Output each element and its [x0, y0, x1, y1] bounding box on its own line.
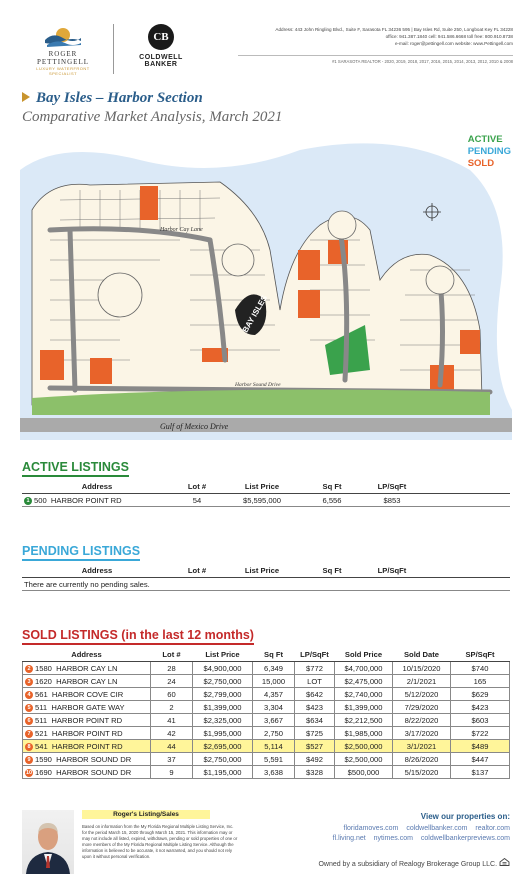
- col-spacer: [422, 480, 510, 494]
- table-row: [23, 662, 510, 675]
- sp-sqft-cell: $740: [451, 662, 510, 675]
- sold-date-cell: 10/15/2020: [393, 662, 451, 675]
- link-cbpreviews[interactable]: coldwellbankerpreviews.com: [420, 835, 510, 842]
- address-cell: [23, 766, 151, 779]
- pending-listings-section: [22, 542, 510, 591]
- pending-listings-title: PENDING LISTINGS: [22, 544, 140, 561]
- street-number: 511: [35, 702, 48, 712]
- header-rule: [238, 55, 513, 56]
- active-listings-table: [22, 480, 510, 507]
- page-title-text: Bay Isles – Harbor Section: [36, 90, 203, 106]
- sold-price-cell: $2,500,000: [335, 740, 393, 753]
- address-cell: [23, 740, 151, 753]
- sold-price-cell: $4,700,000: [335, 662, 393, 675]
- sqft-cell: 5,114: [253, 740, 295, 753]
- link-floridamoves[interactable]: floridamoves.com: [343, 825, 399, 832]
- address-cell: [23, 701, 151, 714]
- sold-listings-title: SOLD LISTINGS (in the last 12 months): [22, 628, 254, 645]
- agent-label: Roger's Listing/Sales: [82, 810, 210, 819]
- street-number: 561: [35, 689, 48, 699]
- street-number: 541: [35, 741, 48, 751]
- page-footer: [22, 806, 510, 878]
- col-list-price: List Price: [193, 648, 253, 662]
- links-row-2: [327, 834, 510, 844]
- page-subtitle: Comparative Market Analysis, March 2021: [22, 109, 283, 125]
- address-line: Address: 443 John Ringling Blvd., Suite F, Sarasota FL 34236 595 | Bay Isles Rd, Suite 250, Longboat Key FL 34228: [275, 27, 513, 32]
- sp-sqft-cell: $489: [451, 740, 510, 753]
- street-name: HARBOR POINT RD: [51, 728, 123, 738]
- neighborhood-map: [20, 130, 512, 440]
- table-header-row: [22, 564, 510, 578]
- sqft-cell: 6,349: [253, 662, 295, 675]
- triangle-bullet-icon: [22, 92, 30, 102]
- ownership-text: Owned by a subsidiary of Realogy Brokerage Group LLC.: [318, 861, 498, 868]
- legend-active: ACTIVE: [467, 134, 503, 145]
- col-address: Address: [22, 564, 172, 578]
- sold-date-cell: 7/29/2020: [393, 701, 451, 714]
- marker-badge: 10: [25, 769, 33, 776]
- links-row-1: [327, 824, 510, 834]
- lot-cell: 2: [151, 701, 193, 714]
- marker-badge: 6: [25, 717, 33, 725]
- sp-sqft-cell: $423: [451, 701, 510, 714]
- lot-cell: 41: [151, 714, 193, 727]
- sold-table-body: [23, 662, 510, 779]
- street-name: HARBOR COVE CIR: [51, 689, 124, 699]
- street-number: 521: [35, 728, 48, 738]
- list-price-cell: $4,900,000: [193, 662, 253, 675]
- list-price-cell: $2,750,000: [193, 753, 253, 766]
- link-nytimes[interactable]: nytimes.com: [373, 835, 413, 842]
- table-row: [23, 727, 510, 740]
- page-title: [22, 90, 282, 107]
- street-number: 500: [34, 495, 47, 505]
- sp-sqft-cell: $629: [451, 688, 510, 701]
- address-cell: [22, 494, 172, 507]
- link-realtor[interactable]: realtor.com: [475, 825, 510, 832]
- col-lp-sqft: LP/SqFt: [362, 480, 422, 494]
- col-lot: Lot #: [172, 480, 222, 494]
- table-row: [22, 578, 510, 591]
- list-price-cell: $2,695,000: [193, 740, 253, 753]
- marker-badge: 7: [25, 730, 33, 738]
- page-header: [0, 22, 531, 82]
- col-sqft: Sq Ft: [253, 648, 295, 662]
- marker-badge: 3: [25, 678, 33, 686]
- sold-date-cell: 8/26/2020: [393, 753, 451, 766]
- table-header-row: [22, 480, 510, 494]
- sp-sqft-cell: 165: [451, 675, 510, 688]
- table-row: [23, 701, 510, 714]
- marker-badge: 2: [25, 665, 33, 673]
- sold-price-cell: $2,500,000: [335, 753, 393, 766]
- list-price-cell: $1,399,000: [193, 701, 253, 714]
- table-row: [23, 753, 510, 766]
- street-name: HARBOR POINT RD: [51, 741, 123, 751]
- marker-badge: 5: [25, 704, 33, 712]
- marker-badge: 8: [25, 743, 33, 751]
- col-lp-sqft: LP/SqFt: [295, 648, 335, 662]
- map-label-gulf-drive: Gulf of Mexico Drive: [160, 422, 229, 431]
- brokerage-name: COLDWELL BANKER: [139, 54, 183, 68]
- sold-price-cell: $2,740,000: [335, 688, 393, 701]
- sold-date-cell: 3/17/2020: [393, 727, 451, 740]
- view-properties: [327, 812, 510, 844]
- roger-pettingell-logo: [22, 26, 104, 76]
- col-address: Address: [22, 480, 172, 494]
- sold-date-cell: 3/1/2021: [393, 740, 451, 753]
- sqft-cell: 6,556: [302, 494, 362, 507]
- col-spacer: [422, 564, 510, 578]
- sqft-cell: 15,000: [253, 675, 295, 688]
- lp-sqft-cell: $634: [295, 714, 335, 727]
- lot-cell: 44: [151, 740, 193, 753]
- street-number: 1620: [35, 676, 52, 686]
- lot-cell: 37: [151, 753, 193, 766]
- lp-sqft-cell: $642: [295, 688, 335, 701]
- list-price-cell: $2,325,000: [193, 714, 253, 727]
- lp-sqft-cell: $527: [295, 740, 335, 753]
- sqft-cell: 3,638: [253, 766, 295, 779]
- price-cell: $5,595,000: [222, 494, 302, 507]
- link-flliving[interactable]: fl.living.net: [332, 835, 366, 842]
- marker-badge: 4: [25, 691, 33, 699]
- legend-sold: SOLD: [467, 158, 495, 169]
- legend-pending: PENDING: [467, 146, 511, 157]
- col-sp-sqft: SP/SqFt: [451, 648, 510, 662]
- sold-date-cell: 8/22/2020: [393, 714, 451, 727]
- phone-line: office: 941.387.1840 cell: 941.586.6668 toll free: 800.910.8738: [385, 34, 513, 39]
- sold-price-cell: $1,985,000: [335, 727, 393, 740]
- col-sold-price: Sold Price: [335, 648, 393, 662]
- address-cell: [23, 727, 151, 740]
- lp-sqft-cell: $423: [295, 701, 335, 714]
- sold-price-cell: $1,399,000: [335, 701, 393, 714]
- sold-price-cell: $2,475,000: [335, 675, 393, 688]
- table-row: [22, 494, 510, 507]
- address-cell: [23, 714, 151, 727]
- agent-tagline: LUXURY WATERFRONT SPECIALIST: [36, 66, 90, 76]
- ownership-notice: [318, 858, 510, 868]
- marker-badge: 1: [24, 497, 32, 505]
- sold-date-cell: 2/1/2021: [393, 675, 451, 688]
- awards-line: #1 SARASOTA REALTOR - 2020, 2019, 2018, 2017, 2016, 2015, 2014, 2013, 2012, 2010 & 2008: [332, 59, 513, 64]
- marker-badge: 9: [25, 756, 33, 764]
- street-name: HARBOR POINT RD: [51, 715, 123, 725]
- sold-date-cell: 5/15/2020: [393, 766, 451, 779]
- sold-price-cell: $500,000: [335, 766, 393, 779]
- street-number: 1590: [35, 754, 52, 764]
- contact-block: [275, 26, 513, 47]
- list-price-cell: $2,799,000: [193, 688, 253, 701]
- sp-sqft-cell: $447: [451, 753, 510, 766]
- table-row: [23, 675, 510, 688]
- link-coldwellbanker[interactable]: coldwellbanker.com: [406, 825, 468, 832]
- street-name: HARBOR SOUND DR: [56, 767, 132, 777]
- sold-listings-section: [22, 626, 510, 779]
- empty-message: There are currently no pending sales.: [22, 578, 510, 591]
- map-label-harbor-sound: Harbor Sound Drive: [235, 382, 281, 388]
- lot-cell: 42: [151, 727, 193, 740]
- col-sqft: Sq Ft: [302, 564, 362, 578]
- street-number: 511: [35, 715, 48, 725]
- lp-sqft-cell: $772: [295, 662, 335, 675]
- logo-divider: [113, 24, 114, 74]
- list-price-cell: $1,995,000: [193, 727, 253, 740]
- table-header-row: [23, 648, 510, 662]
- table-row: [23, 740, 510, 753]
- lp-sqft-cell: LOT: [295, 675, 335, 688]
- map-label-harbor-cay: Harbor Cay Lane: [160, 227, 203, 233]
- sold-listings-table: [22, 648, 510, 779]
- list-price-cell: $2,750,000: [193, 675, 253, 688]
- col-lot: Lot #: [151, 648, 193, 662]
- psf-cell: $853: [362, 494, 422, 507]
- map-gulf-drive: [20, 418, 512, 432]
- sqft-cell: 3,667: [253, 714, 295, 727]
- col-lot: Lot #: [172, 564, 222, 578]
- col-sqft: Sq Ft: [302, 480, 362, 494]
- address-cell: [23, 662, 151, 675]
- map-label-bay-isles: BAY ISLES: [240, 293, 270, 335]
- col-address: Address: [23, 648, 151, 662]
- agent-name: ROGER PETTINGELL: [37, 50, 89, 66]
- table-row: [23, 766, 510, 779]
- lp-sqft-cell: $328: [295, 766, 335, 779]
- active-listings-title: ACTIVE LISTINGS: [22, 460, 129, 477]
- col-sold-date: Sold Date: [393, 648, 451, 662]
- pending-listings-table: [22, 564, 510, 591]
- lot-cell: 54: [172, 494, 222, 507]
- coldwell-banker-logo: [122, 24, 200, 68]
- col-list-price: List Price: [222, 480, 302, 494]
- spacer-cell: [422, 494, 510, 507]
- street-name: HARBOR POINT RD: [50, 495, 122, 505]
- equal-housing-icon: [499, 858, 510, 866]
- lot-cell: 24: [151, 675, 193, 688]
- agent-portrait-icon: [22, 810, 74, 874]
- sp-sqft-cell: $722: [451, 727, 510, 740]
- sp-sqft-cell: $603: [451, 714, 510, 727]
- lot-cell: 28: [151, 662, 193, 675]
- address-cell: [23, 688, 151, 701]
- view-properties-heading: View our properties on:: [420, 812, 510, 821]
- email-line: e-mail: roger@pettingell.com website: www.Pettingell.com: [394, 41, 513, 46]
- title-block: [22, 90, 282, 126]
- street-name: HARBOR CAY LN: [56, 663, 118, 673]
- street-name: HARBOR SOUND DR: [56, 754, 132, 764]
- address-cell: [23, 675, 151, 688]
- street-name: HARBOR CAY LN: [56, 676, 118, 686]
- lot-cell: 9: [151, 766, 193, 779]
- street-number: 1690: [35, 767, 52, 777]
- street-name: HARBOR GATE WAY: [51, 702, 125, 712]
- lp-sqft-cell: $725: [295, 727, 335, 740]
- lp-sqft-cell: $492: [295, 753, 335, 766]
- sqft-cell: 3,304: [253, 701, 295, 714]
- cb-monogram-icon: CB: [148, 24, 174, 50]
- lot-cell: 60: [151, 688, 193, 701]
- table-row: [23, 714, 510, 727]
- agent-photo: [22, 810, 74, 874]
- disclaimer: Based on information from the My Florida Regional Multiple Listing Service, Inc. for the period March 15, 2020 through March 15, 2021. This information may or may not include all listed, expired, withdrawn, pending or sold properties of one or more members of the My Florida Regional Multiple Listing Service. Although the information is believed to be accurate, it not warranted, and you should not rely upon it without personal verification.: [82, 824, 238, 859]
- address-cell: [23, 753, 151, 766]
- sqft-cell: 5,591: [253, 753, 295, 766]
- map-legend: [468, 134, 511, 170]
- col-lp-sqft: LP/SqFt: [362, 564, 422, 578]
- street-number: 1580: [35, 663, 52, 673]
- sqft-cell: 4,357: [253, 688, 295, 701]
- sqft-cell: 2,750: [253, 727, 295, 740]
- col-list-price: List Price: [222, 564, 302, 578]
- sold-date-cell: 5/12/2020: [393, 688, 451, 701]
- list-price-cell: $1,195,000: [193, 766, 253, 779]
- sp-sqft-cell: $137: [451, 766, 510, 779]
- waves-logo-icon: [43, 26, 83, 48]
- active-listings-section: [22, 458, 510, 507]
- sold-price-cell: $2,212,500: [335, 714, 393, 727]
- table-row: [23, 688, 510, 701]
